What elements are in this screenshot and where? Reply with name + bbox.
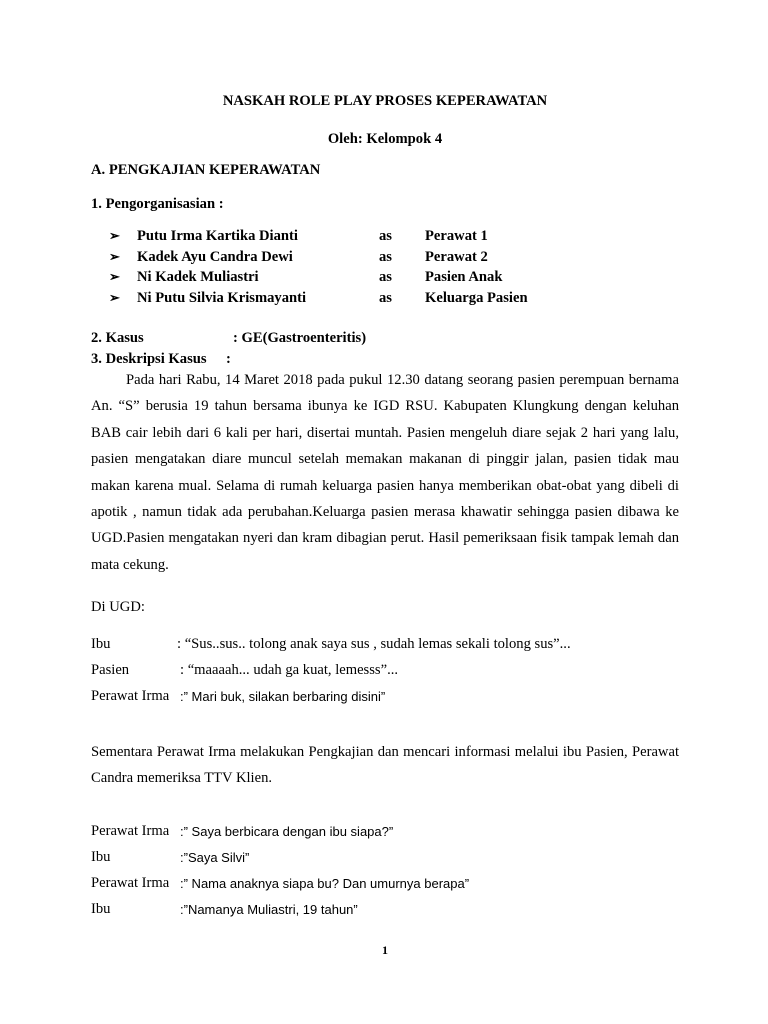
member-as: as <box>379 228 392 244</box>
arrow-bullet-icon: ➢ <box>109 269 120 284</box>
dialog-line <box>91 636 679 662</box>
member-role: Perawat 1 <box>425 228 488 244</box>
dialog-speaker: Ibu <box>91 636 111 652</box>
dialog-speaker: Ibu <box>91 901 111 917</box>
member-name: Kadek Ayu Candra Dewi <box>137 248 293 265</box>
dialog-speaker: Perawat Irma <box>91 688 170 704</box>
member-list <box>109 228 679 310</box>
dialog-speaker: Ibu <box>91 849 111 865</box>
case-description-line <box>91 351 231 368</box>
case-description-colon: : <box>226 351 231 367</box>
dialog-line <box>91 823 679 849</box>
narration-paragraph: Sementara Perawat Irma melakukan Pengkajian dan mencari informasi melalui ibu Pasien, Perawat Candra memeriksa TTV Klien. <box>91 744 679 787</box>
dialog-line <box>91 662 679 688</box>
dialog-line <box>91 688 679 714</box>
dialog-line <box>91 849 679 875</box>
dialog-line <box>91 875 679 901</box>
document-page <box>91 0 679 1024</box>
member-name: Ni Putu Silvia Krismayanti <box>137 289 307 306</box>
dialog-block-2 <box>91 823 679 927</box>
case-line <box>91 330 367 347</box>
dialog-text: :” Mari buk, silakan berbaring disini” <box>180 689 386 704</box>
dialog-line <box>91 901 679 927</box>
member-role: Pasien Anak <box>425 269 503 285</box>
dialog-block-1 <box>91 636 679 714</box>
case-label: 2. Kasus <box>91 330 144 346</box>
case-description-label: 3. Deskripsi Kasus <box>91 351 207 367</box>
dialog-speaker: Perawat Irma <box>91 823 170 839</box>
dialog-speaker: Perawat Irma <box>91 875 170 891</box>
list-item <box>109 249 679 270</box>
document-title: NASKAH ROLE PLAY PROSES KEPERAWATAN <box>222 93 548 109</box>
dialog-text: :”Namanya Muliastri, 19 tahun” <box>180 902 358 917</box>
document-author: Oleh: Kelompok 4 <box>327 131 443 147</box>
list-item <box>109 290 679 311</box>
dialog-text: : “maaaah... udah ga kuat, lemesss”... <box>180 662 399 678</box>
member-role: Keluarga Pasien <box>425 289 528 306</box>
member-role: Perawat 2 <box>425 248 488 265</box>
member-name: Putu Irma Kartika Dianti <box>137 228 298 244</box>
dialog-text: :” Nama anaknya siapa bu? Dan umurnya berapa” <box>180 876 470 891</box>
arrow-bullet-icon: ➢ <box>109 289 120 305</box>
member-as: as <box>379 289 392 306</box>
arrow-bullet-icon: ➢ <box>109 228 120 243</box>
dialog-text: :”Saya Silvi” <box>180 850 250 865</box>
dialog-speaker: Pasien <box>91 662 130 678</box>
scene-label: Di UGD: <box>91 599 145 615</box>
member-name: Ni Kadek Muliastri <box>137 269 259 285</box>
subsection-heading: 1. Pengorganisasian : <box>91 196 224 212</box>
member-as: as <box>379 269 392 285</box>
member-as: as <box>379 248 392 265</box>
case-value: : GE(Gastroenteritis) <box>233 330 367 346</box>
list-item <box>109 228 679 249</box>
arrow-bullet-icon: ➢ <box>109 248 120 264</box>
section-heading: A. PENGKAJIAN KEPERAWATAN <box>91 162 321 178</box>
dialog-text: :” Saya berbicara dengan ibu siapa?” <box>180 824 394 839</box>
list-item <box>109 269 679 290</box>
page-number: 1 <box>382 943 388 957</box>
dialog-text: : “Sus..sus.. tolong anak saya sus , sudah lemas sekali tolong sus”... <box>177 636 571 652</box>
case-description-paragraph: Pada hari Rabu, 14 Maret 2018 pada pukul 12.30 datang seorang pasien perempuan bernama An. “S” berusia 19 tahun bersama ibunya ke IGD RSU. Kabupaten Klungkung dengan keluhan BAB cair lebih dari 6 kali per hari, disertai muntah. Pasien mengeluh diare sejak 2 hari yang lalu, pasien mengatakan diare muncul setelah memakan makanan di pinggir jalan, pasien tidak mau makan karena mual. Selama di rumah keluarga pasien hanya memberikan obat-obat yang dibeli di apotik , namun tidak ada perubahan.Keluarga pasien merasa khawatir sehingga pasien dibawa ke UGD.Pasien mengatakan nyeri dan kram dibagian perut. Hasil pemeriksaan fisik tampak lemah dan mata cekung. <box>91 372 679 573</box>
